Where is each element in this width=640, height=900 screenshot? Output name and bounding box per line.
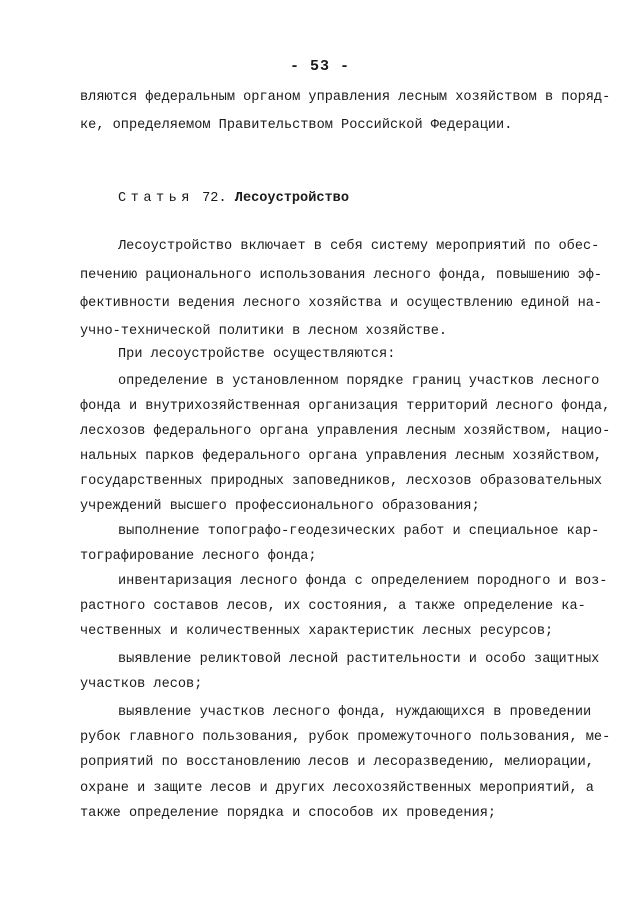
article-label: Статья [118, 191, 194, 206]
article-title: Лесоустройство [234, 191, 349, 206]
text-line: тографирование лесного фонда; [80, 549, 317, 564]
text-line: роприятий по восстановлению лесов и лесоразведению, мелиорации, [80, 755, 594, 770]
page-number: - 53 - [289, 58, 350, 75]
text-line: Лесоустройство включает в себя систему мероприятий по обес- [118, 239, 600, 254]
text-line: выявление реликтовой лесной растительности и особо защитных [118, 652, 600, 667]
text-line: чественных и количественных характеристик лесных ресурсов; [80, 624, 554, 639]
text-line: выявление участков лесного фонда, нуждающихся в проведении [118, 705, 592, 720]
text-line: учреждений высшего профессионального образования; [80, 499, 480, 514]
text-line: ке, определяемом Правительством Российской Федерации. [80, 118, 513, 133]
text-line: инвентаризация лесного фонда с определением породного и воз- [118, 574, 608, 589]
text-line: определение в установленном порядке границ участков лесного [118, 374, 600, 389]
text-line: охране и защите лесов и других лесохозяйственных мероприятий, а [80, 781, 594, 796]
text-line: учно-технической политики в лесном хозяйстве. [80, 324, 448, 339]
text-line: вляются федеральным органом управления лесным хозяйством в поряд- [80, 90, 611, 105]
text-line: также определение порядка и способов их проведения; [80, 806, 497, 821]
article-number: 72. [202, 191, 227, 206]
text-line: фективности ведения лесного хозяйства и осуществлению единой на- [80, 296, 603, 311]
text-line: рубок главного пользования, рубок промежуточного пользования, ме- [80, 730, 611, 745]
text-line: нальных парков федерального органа управления лесным хозяйством, [80, 449, 603, 464]
text-line: фонда и внутрихозяйственная организация территорий лесного фонда, [80, 399, 611, 414]
article-heading [118, 190, 349, 208]
text-line: При лесоустройстве осуществляются: [118, 347, 396, 362]
text-line: лесхозов федерального органа управления лесным хозяйством, нацио- [80, 424, 611, 439]
text-line: государственных природных заповедников, лесхозов образовательных [80, 474, 603, 489]
text-line: печению рационального использования лесного фонда, повышению эф- [80, 268, 603, 283]
text-line: выполнение топографо-геодезических работ и специальное кар- [118, 524, 600, 539]
text-line: участков лесов; [80, 677, 203, 692]
text-line: растного составов лесов, их состояния, а также определение ка- [80, 599, 586, 614]
